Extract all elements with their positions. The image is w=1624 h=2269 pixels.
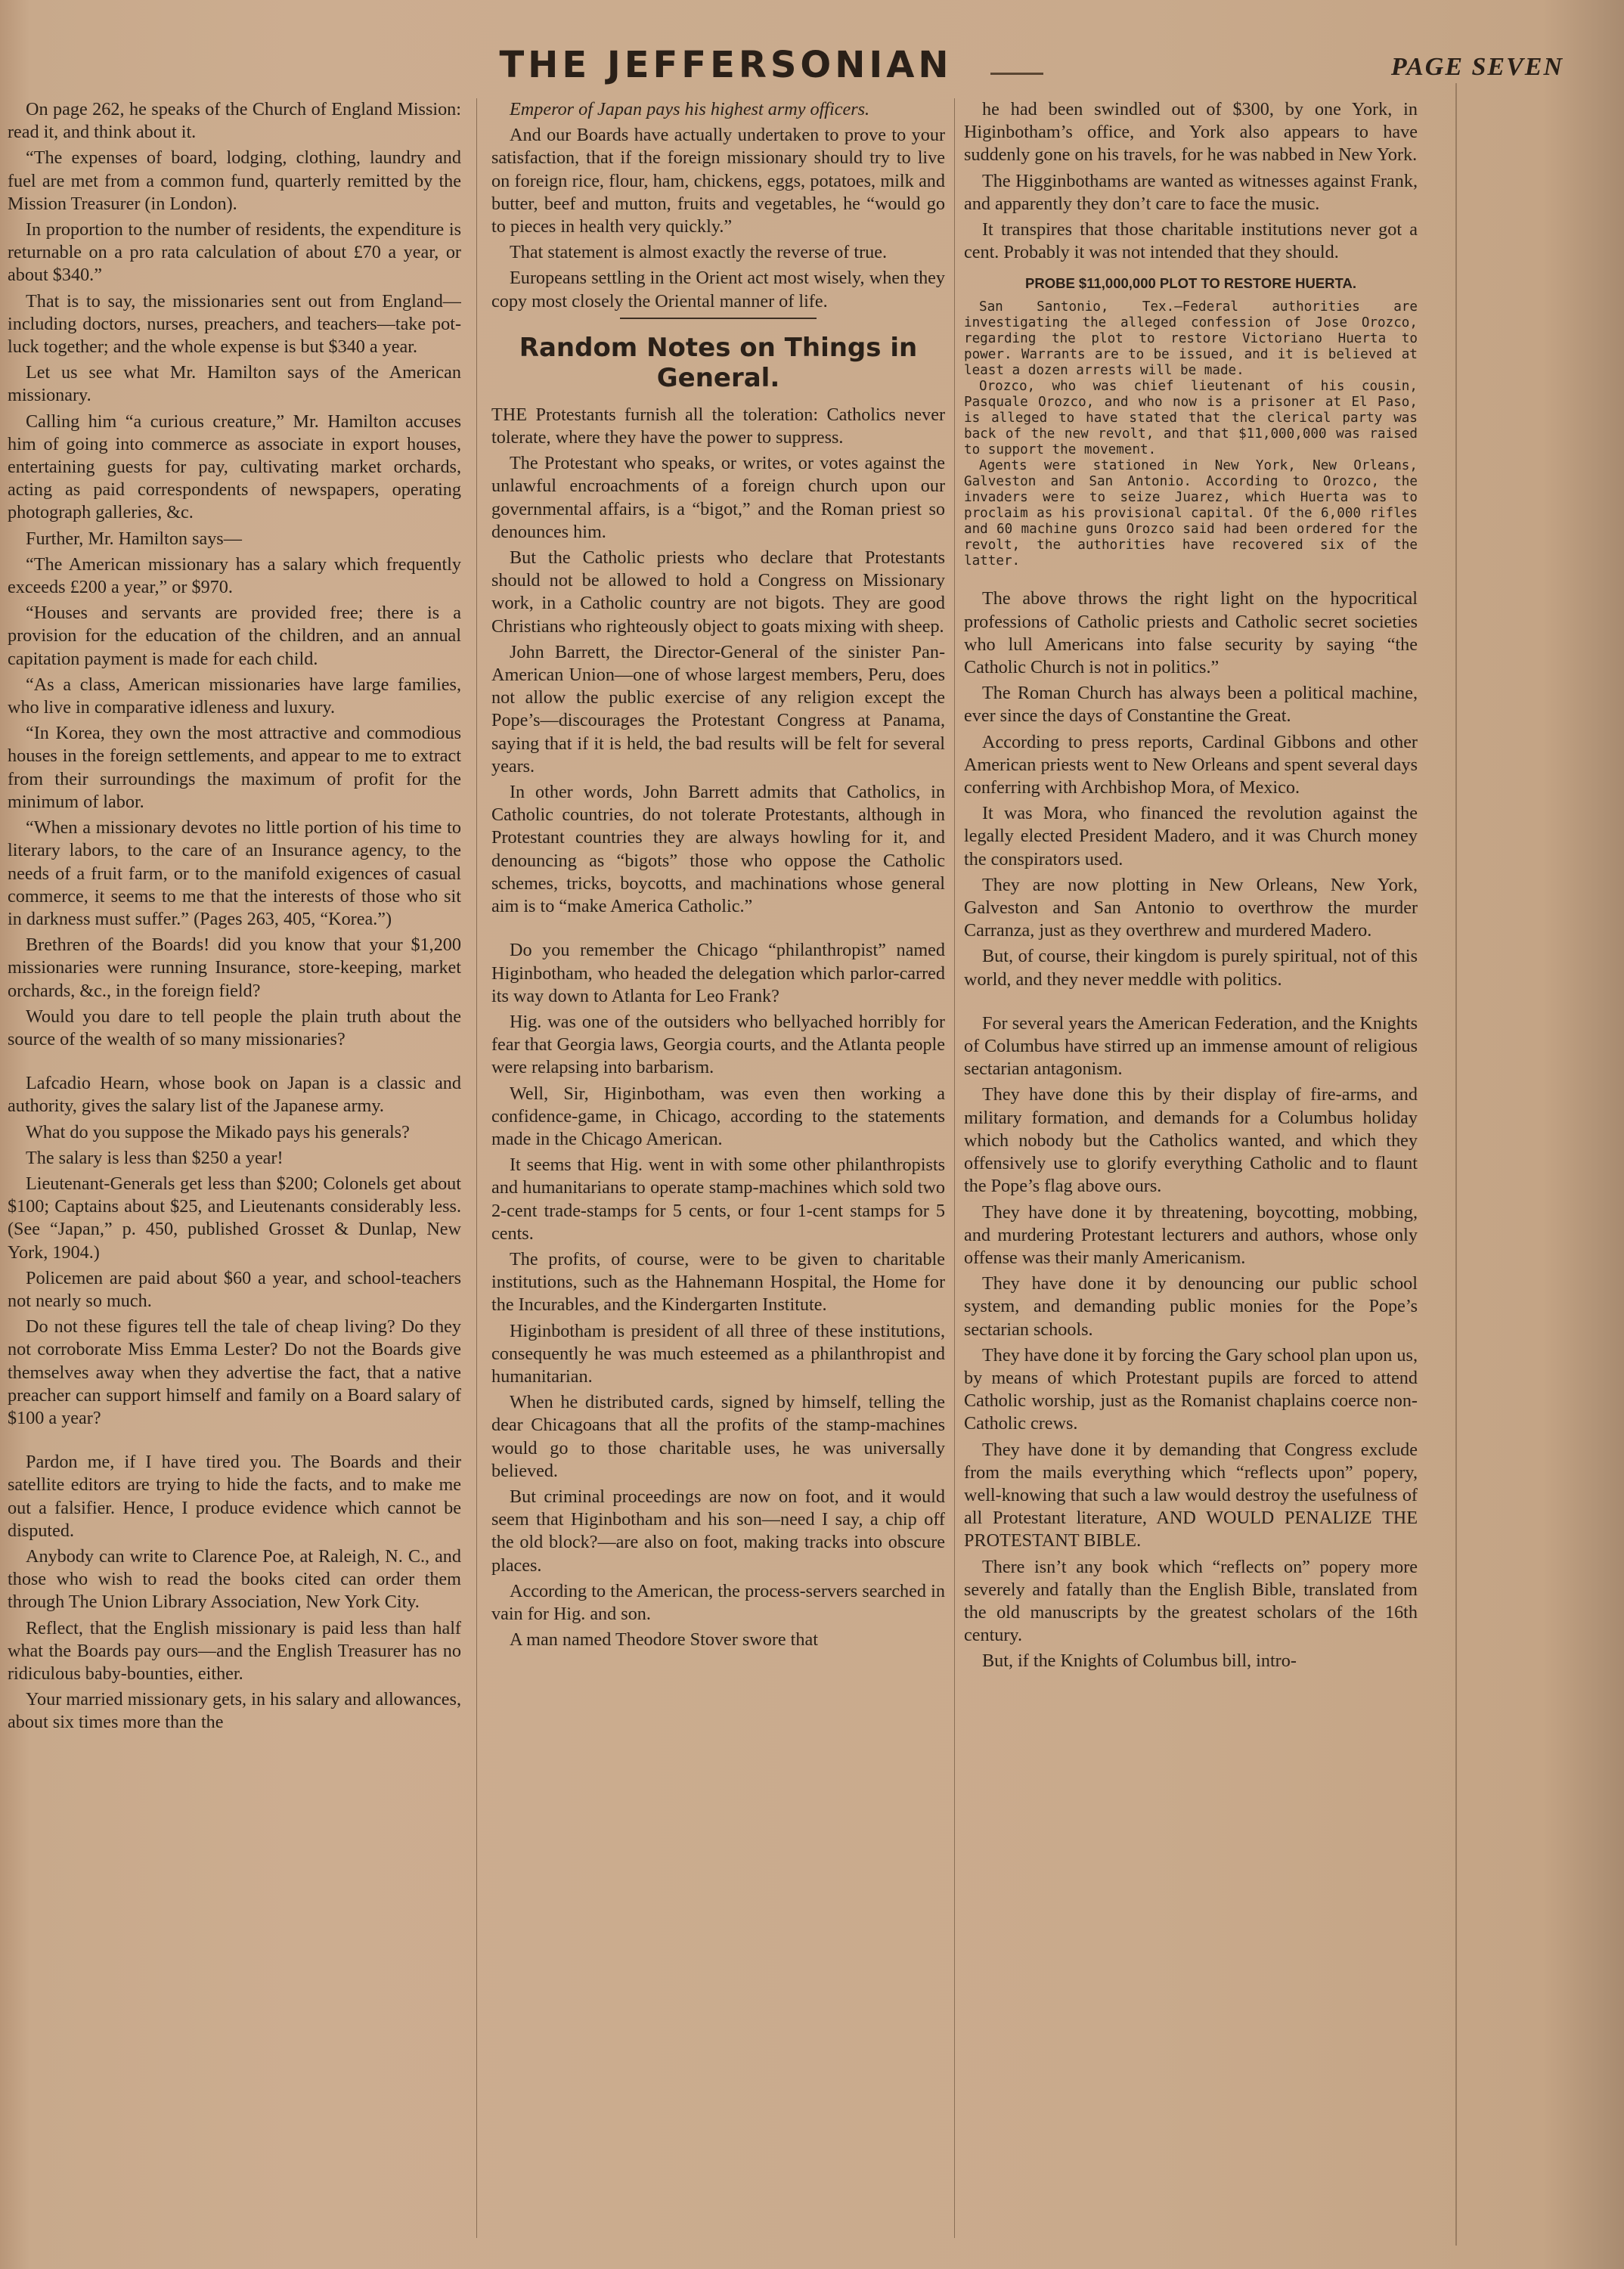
paragraph: They have done it by demanding that Congress exclude from the mails everything which “reflects upon” popery, well-knowing that such a law would destroy the usefulness of all Protestant literature, AND WOULD PENALIZE THE PROTESTANT BIBLE. [964, 1439, 1418, 1551]
paragraph: Policemen are paid about $60 a year, and school-teachers not nearly so much. [8, 1267, 461, 1311]
paragraph: But, if the Knights of Columbus bill, intro- [982, 1651, 1297, 1672]
paragraph: But the Catholic priests who declare that Protestants should not be allowed to hold a Congress on Missionary work, in a Catholic country are not bigots. They are good Christians who righteously object to goats mixing with sheep. [491, 547, 945, 637]
column-1 [8, 98, 461, 2239]
paragraph: Further, Mr. Hamilton says— [26, 528, 242, 549]
spacer [964, 569, 1418, 587]
paragraph: According to the American, the process-servers searched in vain for Hig. and son. [491, 1580, 945, 1624]
paragraph: What do you suppose the Mikado pays his generals? [26, 1121, 410, 1142]
column-divider [954, 98, 955, 2238]
paragraph: he had been swindled out of $300, by one York, in Higinbotham’s office, and York also appears to have suddenly gone on his travels, for he was nabbed in New York. [964, 99, 1418, 166]
paragraph: John Barrett, the Director-General of the sinister Pan-American Union—one of whose largest members, Peru, does not allow the public exercise of any religion except the Pope’s—discourages the Protestant Congress at Panama, saying that if it is held, the bad results will be felt for several years. [491, 641, 945, 776]
paragraph: San Santonio, Tex.—Federal authorities are investigating the alleged confession of Jose Orozco, regarding the plot to restore Victoriano Huerta to power. Warrants are to be issued, and it is believed at least a dozen arrests will be made. [964, 299, 1418, 379]
paragraph: Hig. was one of the outsiders who bellyached horribly for fear that Georgia laws, Georgia courts, and the Atlanta people were relapsing into barbarism. [491, 1011, 945, 1078]
spacer [8, 1054, 461, 1072]
paragraph: They are now plotting in New Orleans, New York, Galveston and San Antonio to overthrow the murder Carranza, just as they overthrew and murdered Madero. [964, 874, 1418, 941]
paragraph: They have done it by forcing the Gary school plan upon us, by means of which Protestant pupils are forced to attend Catholic worship, just as the Romanist chaplains coerce non-Catholic crews. [964, 1344, 1418, 1434]
paragraph: “The American missionary has a salary which frequently exceeds £200 a year,” or $970. [8, 553, 461, 598]
paragraph: The Protestant who speaks, or writes, or votes against the unlawful encroachments of a foreign church upon our governmental affairs, is a “bigot,” and the Roman priest so denounces him. [491, 453, 945, 542]
paragraph: In other words, John Barrett admits that Catholics, in Catholic countries, do not tolerate Protestants, although in Protestant countries they are always howling for it, and denouncing as “bigots” those who oppose the Catholic schemes, tricks, boycotts, and machinations whose general aim is to “make America Catholic.” [491, 782, 945, 917]
paragraph: Do you remember the Chicago “philanthropist” named Higinbotham, who headed the delegation which parlor-carred its way down to Atlanta for Leo Frank? [491, 940, 945, 1006]
paragraph: Your married missionary gets, in his salary and allowances, about six times more than the [8, 1689, 461, 1733]
paragraph: Europeans settling in the Orient act most wisely, when they copy most closely the Oriental manner of life. [491, 268, 945, 312]
paragraph: Pardon me, if I have tired you. The Boards and their satellite editors are trying to hide the facts, and to make me out a falsifier. Hence, I produce evidence which cannot be disputed. [8, 1452, 461, 1541]
news-heading: PROBE $11,000,000 PLOT TO RESTORE HUERTA. [1025, 275, 1356, 292]
paragraph: “As a class, American missionaries have large families, who live in comparative idleness and luxury. [8, 674, 461, 718]
paragraph: For several years the American Federation, and the Knights of Columbus have stirred up an immense amount of religious sectarian antagonism. [964, 1012, 1418, 1080]
paragraph: Well, Sir, Higinbotham, was even then working a confidence-game, in Chicago, according to the statements made in the Chicago American. [491, 1083, 945, 1149]
paragraph: “When a missionary devotes no little portion of his time to literary labors, to the care of an Insurance agency, to the needs of a fruit farm, or to the manifold exigences of casual commerce, it seems to me that the interests of those who sit in darkness must suffer.” (Pages 263, 405, “Korea.”) [8, 817, 461, 929]
paragraph: Reflect, that the English missionary is paid less than half what the Boards pay ours—and the English Treasurer has no ridiculous baby-bounties, either. [8, 1617, 461, 1684]
paragraph: They have done this by their display of fire-arms, and military formation, and demands for a Columbus holiday which nobody but the Catholics wanted, and which they offensively use to glorify everything Catholic and to flaunt the Pope’s flag above ours. [964, 1084, 1418, 1197]
paragraph: They have done it by denouncing our public school system, and demanding public monies for the Pope’s sectarian schools. [964, 1273, 1418, 1340]
paragraph: It was Mora, who financed the revolution against the legally elected President Madero, and it was Church money the conspirators used. [964, 803, 1418, 869]
news-item [964, 299, 1418, 569]
paragraph: THE Protestants furnish all the toleration: Catholics never tolerate, where they have the power to suppress. [491, 404, 945, 448]
paragraph: Calling him “a curious creature,” Mr. Hamilton accuses him of going into commerce as associate in export houses, entertaining guests for pay, cultivating market orchards, acting as paid correspondents of newspapers, operating photograph galleries, &c. [8, 411, 461, 523]
paragraph: But, of course, their kingdom is purely spiritual, not of this world, and they never meddle with politics. [964, 946, 1418, 990]
paragraph: Higinbotham is president of all three of these institutions, consequently he was much esteemed as a philanthropist and humanitarian. [491, 1320, 945, 1387]
paragraph: Agents were stationed in New York, New Orleans, Galveston and San Antonio. According to Orozco, the invaders were to seize Juarez, which Huerta was to proclaim as his provisional capital. Of the 6,000 rifles and 60 machine guns Orozco said had been ordered for the revolt, the authorities have recovered six of the latter. [964, 458, 1418, 569]
section-heading: Random Notes on Things in General. [519, 332, 918, 393]
paragraph: The above throws the right light on the hypocritical professions of Catholic priests and Catholic secret societies who lull Americans into false security by saying “the Catholic Church is not in politics.” [964, 588, 1418, 678]
paragraph: It seems that Hig. went in with some other philanthropists and humanitarians to operate stamp-machines which sold two 2-cent trade-stamps for 5 cents, or four 1-cent stamps for 5 cents. [491, 1155, 945, 1244]
paragraph: And our Boards have actually undertaken to prove to your satisfaction, that if the foreign missionary should try to live on foreign rice, flour, ham, chickens, eggs, potatoes, milk and butter, beef and mutton, fruits and vegetables, he “would go to pieces in health very quickly.” [491, 125, 945, 237]
header-rule [990, 73, 1043, 75]
paragraph: That statement is almost exactly the reverse of true. [510, 242, 888, 263]
paragraph: The Higginbothams are wanted as witnesses against Frank, and apparently they don’t care to face the music. [964, 170, 1418, 214]
column-3 [964, 98, 1418, 2239]
masthead: THE JEFFERSONIAN [499, 44, 953, 86]
paragraph: There isn’t any book which “reflects on” popery more severely and fatally than the English Bible, translated from the old manuscripts by the greatest scholars of the 16th century. [964, 1556, 1418, 1646]
spacer [491, 921, 945, 939]
paragraph: In proportion to the number of residents, the expenditure is returnable on a pro rata calculation of about £70 a year, or about $340.” [8, 219, 461, 286]
spacer [8, 1433, 461, 1451]
paragraph: “Houses and servants are provided free; there is a provision for the education of the children, and an annual capitation payment is made for each child. [8, 603, 461, 669]
paragraph: On page 262, he speaks of the Church of England Mission: read it, and think about it. [8, 99, 461, 143]
paragraph: A man named Theodore Stover swore that [510, 1629, 818, 1651]
paragraph: When he distributed cards, signed by himself, telling the dear Chicagoans that all the profits of the stamp-machines would go to those charitable uses, he was universally believed. [491, 1392, 945, 1481]
paragraph: The Roman Church has always been a political machine, ever since the days of Constantine the Great. [964, 683, 1418, 727]
binding-edge [1455, 83, 1457, 2246]
page-label: PAGE SEVEN [1390, 53, 1564, 81]
paragraph: According to press reports, Cardinal Gibbons and other American priests went to New Orleans and spent several days conferring with Archbishop Mora, of Mexico. [964, 731, 1418, 798]
paragraph: “In Korea, they own the most attractive and commodious houses in the foreign settlements, and appear to me to extract from their surroundings the maximum of profit for the minimum of labor. [8, 723, 461, 812]
paragraph: It transpires that those charitable institutions never got a cent. Probably it was not intended that they should. [964, 219, 1418, 263]
spacer [964, 994, 1418, 1012]
paragraph: Lafcadio Hearn, whose book on Japan is a classic and authority, gives the salary list of the Japanese army. [8, 1073, 461, 1117]
paragraph: They have done it by threatening, boycotting, mobbing, and murdering Protestant lecturers and authors, whose only offense was their manly Americanism. [964, 1201, 1418, 1268]
column-2 [491, 98, 945, 2239]
paragraph: Orozco, who was chief lieutenant of his cousin, Pasquale Orozco, and who now is a prisoner at El Paso, is alleged to have stated that the clerical party was back of the new revolt, and that $11,000,000 was raised to support the movement. [964, 379, 1418, 458]
paragraph: “The expenses of board, lodging, clothing, laundry and fuel are met from a common fund, quarterly remitted by the Mission Treasurer (in London). [8, 147, 461, 214]
paragraph: The salary is less than $250 a year! [26, 1147, 284, 1168]
paragraph: Lieutenant-Generals get less than $200; Colonels get about $100; Captains about $25, and Lieutenants considerably less. (See “Japan,” p. 450, published Grosset & Dunlap, New York, 1904.) [8, 1173, 461, 1263]
paragraph: Anybody can write to Clarence Poe, at Raleigh, N. C., and those who wish to read the books cited can order them through The Union Library Association, New York City. [8, 1545, 461, 1613]
paragraph: Do not these figures tell the tale of cheap living? Do they not corroborate Miss Emma Lester? Do not the Boards give themselves away when they advertise the fact, that a native preacher can support himself and family on a Board salary of $100 a year? [8, 1316, 461, 1428]
ornamental-rule [620, 318, 817, 319]
paragraph: Emperor of Japan pays his highest army officers. [510, 99, 870, 119]
paragraph: That is to say, the missionaries sent out from England—including doctors, nurses, preachers, and teachers—take pot-luck together; and the whole expense is but $340 a year. [8, 290, 461, 358]
paragraph: But criminal proceedings are now on foot, and it would seem that Higinbotham and his son—need I say, a chip off the old block?—are also on foot, making tracks into obscure places. [491, 1486, 945, 1576]
paragraph: Let us see what Mr. Hamilton says of the American missionary. [8, 362, 461, 406]
paragraph: Would you dare to tell people the plain truth about the source of the wealth of so many missionaries? [8, 1006, 461, 1049]
column-divider [476, 98, 477, 2238]
paragraph: The profits, of course, were to be given to charitable institutions, such as the Hahnemann Hospital, the Home for the Incurables, and the Kindergarten Institute. [491, 1248, 945, 1316]
paragraph: Brethren of the Boards! did you know that your $1,200 missionaries were running Insurance, store-keeping, market orchards, &c., in the foreign field? [8, 935, 461, 1001]
